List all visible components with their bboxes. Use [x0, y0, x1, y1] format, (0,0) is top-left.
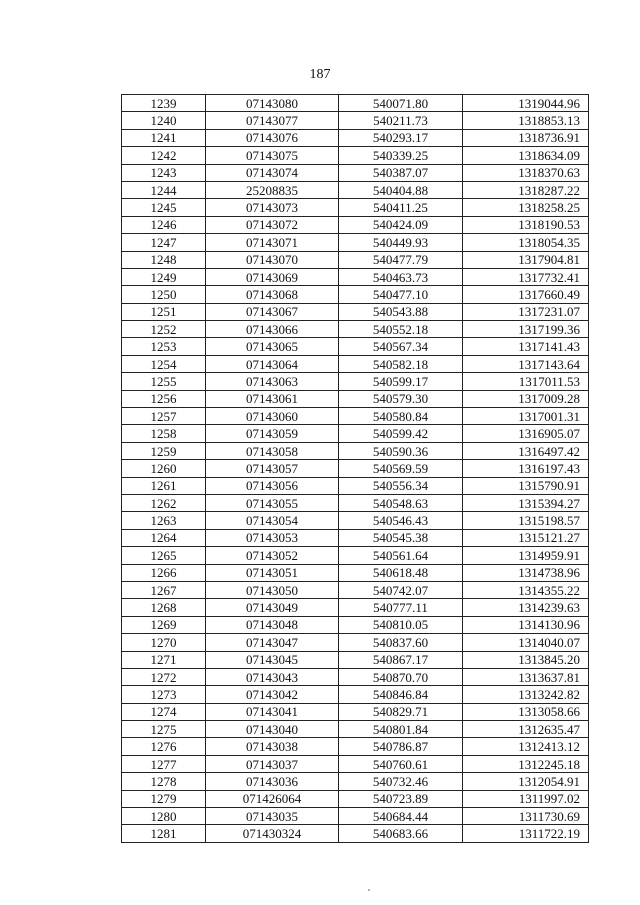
- y-coordinate-cell: 1311730.69: [463, 808, 589, 825]
- y-coordinate-cell: 1315790.91: [463, 477, 589, 494]
- table-row: [122, 686, 589, 703]
- x-coordinate-cell: 540777.11: [339, 599, 463, 616]
- y-coordinate-cell: 1317732.41: [463, 268, 589, 285]
- x-coordinate-cell: 540582.18: [339, 355, 463, 372]
- point-id-cell: 07143049: [206, 599, 339, 616]
- point-id-cell: 07143077: [206, 112, 339, 129]
- point-id-cell: 07143073: [206, 199, 339, 216]
- y-coordinate-cell: 1318258.25: [463, 199, 589, 216]
- y-coordinate-cell: 1317141.43: [463, 338, 589, 355]
- row-index-cell: 1270: [122, 634, 206, 651]
- x-coordinate-cell: 540732.46: [339, 773, 463, 790]
- x-coordinate-cell: 540810.05: [339, 616, 463, 633]
- x-coordinate-cell: 540760.61: [339, 755, 463, 772]
- table-row: [122, 147, 589, 164]
- x-coordinate-cell: 540546.43: [339, 512, 463, 529]
- table-row: [122, 599, 589, 616]
- row-index-cell: 1243: [122, 164, 206, 181]
- y-coordinate-cell: 1313058.66: [463, 703, 589, 720]
- row-index-cell: 1277: [122, 755, 206, 772]
- row-index-cell: 1244: [122, 181, 206, 198]
- table-row: [122, 634, 589, 651]
- point-id-cell: 07143048: [206, 616, 339, 633]
- table-row: [122, 721, 589, 738]
- y-coordinate-cell: 1317231.07: [463, 303, 589, 320]
- y-coordinate-cell: 1313637.81: [463, 668, 589, 685]
- x-coordinate-cell: 540552.18: [339, 321, 463, 338]
- point-id-cell: 07143041: [206, 703, 339, 720]
- row-index-cell: 1250: [122, 286, 206, 303]
- row-index-cell: 1249: [122, 268, 206, 285]
- point-id-cell: 07143050: [206, 581, 339, 598]
- table-row: [122, 581, 589, 598]
- row-index-cell: 1248: [122, 251, 206, 268]
- point-id-cell: 07143065: [206, 338, 339, 355]
- x-coordinate-cell: 540211.73: [339, 112, 463, 129]
- x-coordinate-cell: 540742.07: [339, 581, 463, 598]
- y-coordinate-cell: 1312413.12: [463, 738, 589, 755]
- y-coordinate-cell: 1312635.47: [463, 721, 589, 738]
- y-coordinate-cell: 1314040.07: [463, 634, 589, 651]
- table-row: [122, 234, 589, 251]
- row-index-cell: 1245: [122, 199, 206, 216]
- table-row: [122, 825, 589, 842]
- y-coordinate-cell: 1318634.09: [463, 147, 589, 164]
- row-index-cell: 1268: [122, 599, 206, 616]
- table-row: [122, 268, 589, 285]
- point-id-cell: 07143068: [206, 286, 339, 303]
- table-row: [122, 112, 589, 129]
- row-index-cell: 1280: [122, 808, 206, 825]
- y-coordinate-cell: 1317001.31: [463, 408, 589, 425]
- y-coordinate-cell: 1316905.07: [463, 425, 589, 442]
- y-coordinate-cell: 1313845.20: [463, 651, 589, 668]
- table-row: [122, 408, 589, 425]
- row-index-cell: 1274: [122, 703, 206, 720]
- x-coordinate-cell: 540477.79: [339, 251, 463, 268]
- row-index-cell: 1253: [122, 338, 206, 355]
- table-row: [122, 425, 589, 442]
- point-id-cell: 07143071: [206, 234, 339, 251]
- point-id-cell: 07143053: [206, 529, 339, 546]
- point-id-cell: 07143055: [206, 494, 339, 511]
- row-index-cell: 1281: [122, 825, 206, 842]
- x-coordinate-cell: 540463.73: [339, 268, 463, 285]
- table-row: [122, 216, 589, 233]
- table-row: [122, 808, 589, 825]
- table-row: [122, 321, 589, 338]
- x-coordinate-cell: 540599.17: [339, 373, 463, 390]
- y-coordinate-cell: 1311997.02: [463, 790, 589, 807]
- y-coordinate-cell: 1317199.36: [463, 321, 589, 338]
- row-index-cell: 1264: [122, 529, 206, 546]
- point-id-cell: 07143045: [206, 651, 339, 668]
- point-id-cell: 07143042: [206, 686, 339, 703]
- point-id-cell: 07143035: [206, 808, 339, 825]
- x-coordinate-cell: 540404.88: [339, 181, 463, 198]
- row-index-cell: 1241: [122, 129, 206, 146]
- x-coordinate-cell: 540683.66: [339, 825, 463, 842]
- x-coordinate-cell: 540867.17: [339, 651, 463, 668]
- table-row: [122, 303, 589, 320]
- point-id-cell: 07143066: [206, 321, 339, 338]
- table-row: [122, 703, 589, 720]
- y-coordinate-cell: 1312245.18: [463, 755, 589, 772]
- table-row: [122, 494, 589, 511]
- table-row: [122, 373, 589, 390]
- table-row: [122, 477, 589, 494]
- x-coordinate-cell: 540567.34: [339, 338, 463, 355]
- x-coordinate-cell: 540548.63: [339, 494, 463, 511]
- point-id-cell: 07143063: [206, 373, 339, 390]
- table-row: [122, 547, 589, 564]
- y-coordinate-cell: 1311722.19: [463, 825, 589, 842]
- point-id-cell: 07143064: [206, 355, 339, 372]
- y-coordinate-cell: 1317011.53: [463, 373, 589, 390]
- x-coordinate-cell: 540424.09: [339, 216, 463, 233]
- row-index-cell: 1276: [122, 738, 206, 755]
- point-id-cell: 07143059: [206, 425, 339, 442]
- x-coordinate-cell: 540339.25: [339, 147, 463, 164]
- point-id-cell: 07143052: [206, 547, 339, 564]
- row-index-cell: 1269: [122, 616, 206, 633]
- row-index-cell: 1252: [122, 321, 206, 338]
- table-row: [122, 512, 589, 529]
- row-index-cell: 1273: [122, 686, 206, 703]
- point-id-cell: 07143051: [206, 564, 339, 581]
- coordinates-table-body: [122, 95, 589, 843]
- table-row: [122, 181, 589, 198]
- point-id-cell: 07143067: [206, 303, 339, 320]
- table-row: [122, 738, 589, 755]
- table-row: [122, 95, 589, 112]
- row-index-cell: 1267: [122, 581, 206, 598]
- x-coordinate-cell: 540723.89: [339, 790, 463, 807]
- y-coordinate-cell: 1318370.63: [463, 164, 589, 181]
- y-coordinate-cell: 1317143.64: [463, 355, 589, 372]
- x-coordinate-cell: 540599.42: [339, 425, 463, 442]
- point-id-cell: 07143075: [206, 147, 339, 164]
- table-row: [122, 651, 589, 668]
- table-row: [122, 251, 589, 268]
- point-id-cell: 07143038: [206, 738, 339, 755]
- x-coordinate-cell: 540580.84: [339, 408, 463, 425]
- point-id-cell: 07143058: [206, 442, 339, 459]
- x-coordinate-cell: 540837.60: [339, 634, 463, 651]
- table-row: [122, 199, 589, 216]
- x-coordinate-cell: 540590.36: [339, 442, 463, 459]
- y-coordinate-cell: 1314959.91: [463, 547, 589, 564]
- row-index-cell: 1263: [122, 512, 206, 529]
- x-coordinate-cell: 540684.44: [339, 808, 463, 825]
- point-id-cell: 07143043: [206, 668, 339, 685]
- row-index-cell: 1256: [122, 390, 206, 407]
- y-coordinate-cell: 1313242.82: [463, 686, 589, 703]
- row-index-cell: 1279: [122, 790, 206, 807]
- table-row: [122, 460, 589, 477]
- row-index-cell: 1259: [122, 442, 206, 459]
- y-coordinate-cell: 1314355.22: [463, 581, 589, 598]
- x-coordinate-cell: 540870.70: [339, 668, 463, 685]
- y-coordinate-cell: 1318287.22: [463, 181, 589, 198]
- x-coordinate-cell: 540477.10: [339, 286, 463, 303]
- y-coordinate-cell: 1315121.27: [463, 529, 589, 546]
- x-coordinate-cell: 540846.84: [339, 686, 463, 703]
- point-id-cell: 07143072: [206, 216, 339, 233]
- x-coordinate-cell: 540293.17: [339, 129, 463, 146]
- table-row: [122, 390, 589, 407]
- table-row: [122, 164, 589, 181]
- y-coordinate-cell: 1315394.27: [463, 494, 589, 511]
- y-coordinate-cell: 1317660.49: [463, 286, 589, 303]
- table-row: [122, 286, 589, 303]
- row-index-cell: 1251: [122, 303, 206, 320]
- x-coordinate-cell: 540387.07: [339, 164, 463, 181]
- row-index-cell: 1261: [122, 477, 206, 494]
- x-coordinate-cell: 540801.84: [339, 721, 463, 738]
- table-row: [122, 755, 589, 772]
- y-coordinate-cell: 1317009.28: [463, 390, 589, 407]
- table-row: [122, 355, 589, 372]
- row-index-cell: 1262: [122, 494, 206, 511]
- table-row: [122, 790, 589, 807]
- point-id-cell: 07143074: [206, 164, 339, 181]
- row-index-cell: 1258: [122, 425, 206, 442]
- coordinates-table: [121, 94, 589, 843]
- y-coordinate-cell: 1312054.91: [463, 773, 589, 790]
- y-coordinate-cell: 1318190.53: [463, 216, 589, 233]
- y-coordinate-cell: 1318054.35: [463, 234, 589, 251]
- y-coordinate-cell: 1318853.13: [463, 112, 589, 129]
- point-id-cell: 07143060: [206, 408, 339, 425]
- point-id-cell: 07143057: [206, 460, 339, 477]
- x-coordinate-cell: 540561.64: [339, 547, 463, 564]
- table-row: [122, 564, 589, 581]
- point-id-cell: 07143080: [206, 95, 339, 112]
- table-row: [122, 129, 589, 146]
- row-index-cell: 1266: [122, 564, 206, 581]
- x-coordinate-cell: 540543.88: [339, 303, 463, 320]
- row-index-cell: 1246: [122, 216, 206, 233]
- y-coordinate-cell: 1315198.57: [463, 512, 589, 529]
- row-index-cell: 1272: [122, 668, 206, 685]
- row-index-cell: 1254: [122, 355, 206, 372]
- y-coordinate-cell: 1314239.63: [463, 599, 589, 616]
- point-id-cell: 071426064: [206, 790, 339, 807]
- x-coordinate-cell: 540449.93: [339, 234, 463, 251]
- row-index-cell: 1242: [122, 147, 206, 164]
- page-number: 187: [309, 67, 331, 82]
- row-index-cell: 1278: [122, 773, 206, 790]
- table-row: [122, 338, 589, 355]
- y-coordinate-cell: 1314130.96: [463, 616, 589, 633]
- row-index-cell: 1257: [122, 408, 206, 425]
- table-row: [122, 773, 589, 790]
- y-coordinate-cell: 1317904.81: [463, 251, 589, 268]
- point-id-cell: 07143061: [206, 390, 339, 407]
- point-id-cell: 07143076: [206, 129, 339, 146]
- x-coordinate-cell: 540786.87: [339, 738, 463, 755]
- point-id-cell: 25208835: [206, 181, 339, 198]
- x-coordinate-cell: 540411.25: [339, 199, 463, 216]
- row-index-cell: 1240: [122, 112, 206, 129]
- row-index-cell: 1255: [122, 373, 206, 390]
- row-index-cell: 1239: [122, 95, 206, 112]
- x-coordinate-cell: 540556.34: [339, 477, 463, 494]
- table-row: [122, 442, 589, 459]
- point-id-cell: 07143040: [206, 721, 339, 738]
- x-coordinate-cell: 540829.71: [339, 703, 463, 720]
- row-index-cell: 1265: [122, 547, 206, 564]
- point-id-cell: 07143047: [206, 634, 339, 651]
- point-id-cell: 07143036: [206, 773, 339, 790]
- point-id-cell: 071430324: [206, 825, 339, 842]
- y-coordinate-cell: 1314738.96: [463, 564, 589, 581]
- table-row: [122, 529, 589, 546]
- y-coordinate-cell: 1319044.96: [463, 95, 589, 112]
- y-coordinate-cell: 1316197.43: [463, 460, 589, 477]
- point-id-cell: 07143069: [206, 268, 339, 285]
- y-coordinate-cell: 1318736.91: [463, 129, 589, 146]
- table-row: [122, 616, 589, 633]
- row-index-cell: 1247: [122, 234, 206, 251]
- x-coordinate-cell: 540618.48: [339, 564, 463, 581]
- x-coordinate-cell: 540569.59: [339, 460, 463, 477]
- x-coordinate-cell: 540071.80: [339, 95, 463, 112]
- x-coordinate-cell: 540545.38: [339, 529, 463, 546]
- point-id-cell: 07143056: [206, 477, 339, 494]
- row-index-cell: 1271: [122, 651, 206, 668]
- y-coordinate-cell: 1316497.42: [463, 442, 589, 459]
- row-index-cell: 1275: [122, 721, 206, 738]
- x-coordinate-cell: 540579.30: [339, 390, 463, 407]
- table-row: [122, 668, 589, 685]
- point-id-cell: 07143037: [206, 755, 339, 772]
- footer-mark: [368, 889, 370, 891]
- point-id-cell: 07143054: [206, 512, 339, 529]
- row-index-cell: 1260: [122, 460, 206, 477]
- point-id-cell: 07143070: [206, 251, 339, 268]
